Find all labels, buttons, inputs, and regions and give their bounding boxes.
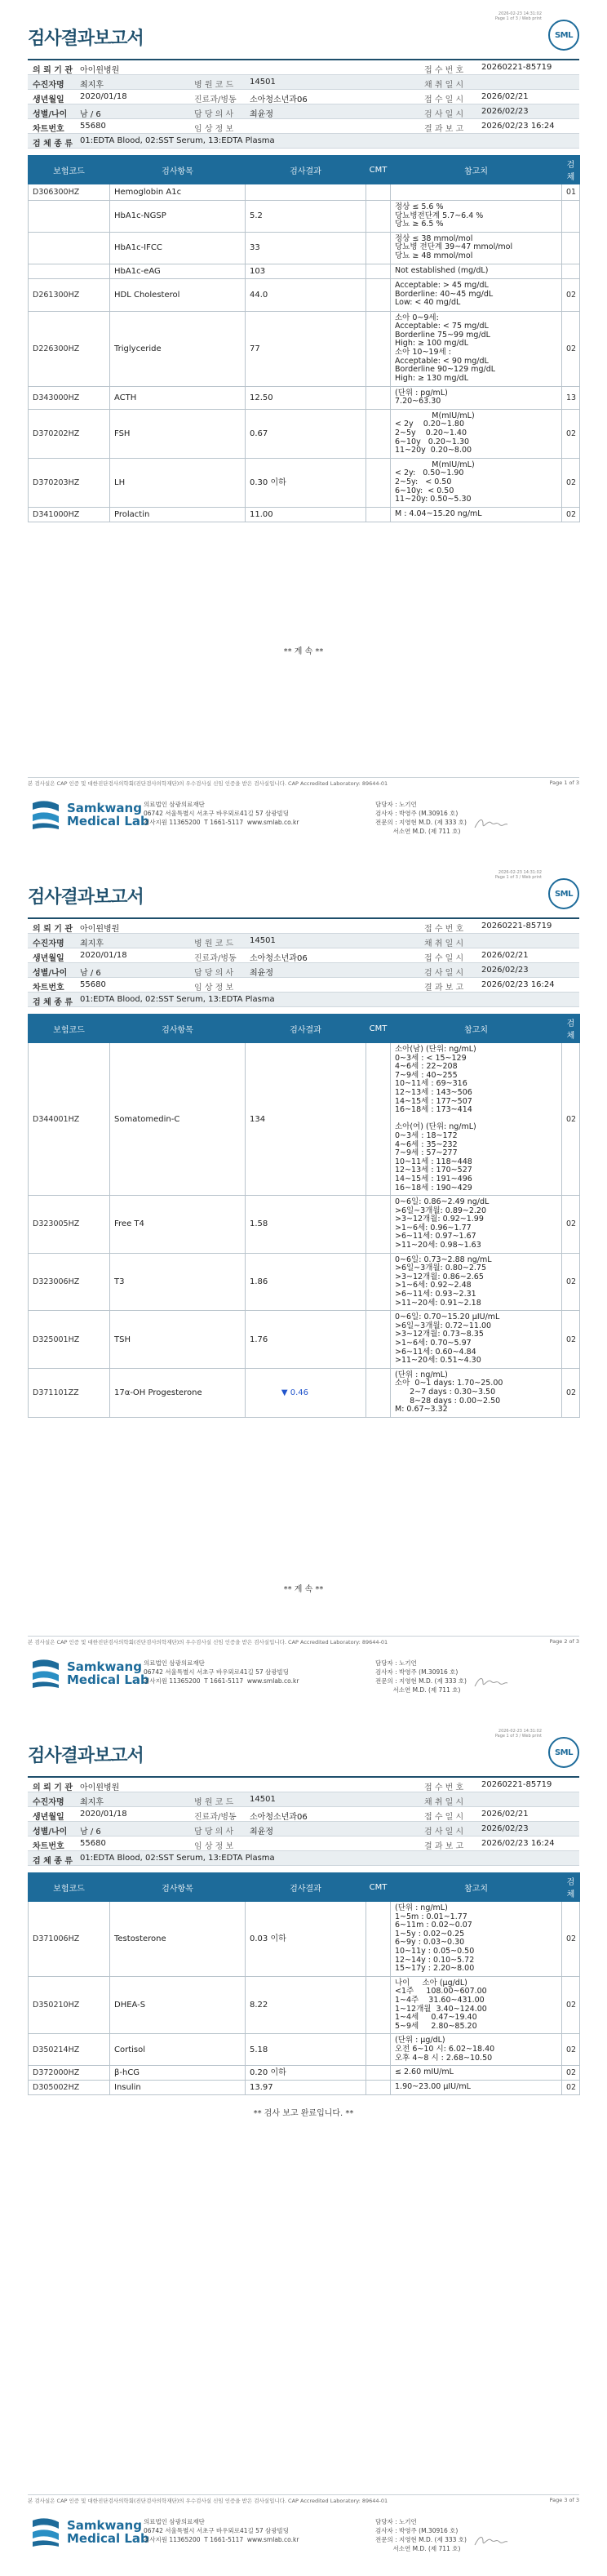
sml-logo-icon: SML [548,1737,579,1768]
report-page-3 [0,1717,607,2576]
results-table-page-1: 보험코드 검사항목 검사결과 CMT 참고치 검체 D306300HZ Hemoglobin A1c 01 HbA1c-NGSP 5.2 정상 ≤ 5.6 % 당뇨병전단계 5.7~6.4 % 당뇨 ≥ 6.5 % HbA1c-IFCC 33 정상 ≤ 38 mmol/mol 당뇨병 전단계 39~47 mmol/mol 당뇨 ≥ 48 mmol/mol HbA1c-eAG 103 Not established (mg/dL) D261300HZ HDL Cholesterol 44.0 Acceptable: > 45 mg/dL Borderline: 40~45 mg/dL Low: < 40 mg/dL 02 D226300HZ Triglyceride 77 소아 0~9세: Acceptable: < 75 mg/dL Borderline 75~99 mg/dL High: ≥ 100 mg/dL 소아 10~19세 : Acceptable: < 90 mg/dL Borderline 90~129 mg/dL High: ≥ 130 mg/dL 02 D343000HZ ACTH 12.50 (단위 : pg/mL) 7.20~63.30 13 D370202HZ FSH 0.67 M(mIU/mL) < 2y 0.20~1.80 2~5y 0.20~1.40 6~10y 0.20~1.30 11~20y 0.20~8.00 02 D370203HZ LH 0.30 이하 M(mIU/mL) < 2y: 0.50~1.90 2~5y: < 0.50 6~10y: < 0.50 11~20y: 0.50~5.30 02 D341000HZ Prolactin 11.00 M : 4.04~15.20 ng/mL 02 [28,155,580,522]
low-flag-icon: ▼ [281,1388,288,1397]
report-title: 검사결과보고서 [28,887,144,908]
results-table-page-2: 보험코드 검사항목 검사결과 CMT 참고치 검체 D344001HZ Somatomedin-C 134 소아(남) (단위: ng/mL) 0~3세 : < 15~129 4~6세 : 22~208 7~9세 : 40~255 10~11세 : 69~316 12~13세 : 143~506 14~15세 : 177~507 16~18세 : 173~414 소아(여) (단위: ng/mL) 0~3세 : 18~172 4~6세 : 35~232 7~9세 : 57~277 10~11세 : 118~448 12~13세 : 170~527 14~15세 : 191~496 16~18세 : 190~429 02 D323005HZ Free T4 1.58 0~6일: 0.86~2.49 ng/dL >6일~3개월: 0.89~2.20 >3~12개월: 0.92~1.99 >1~6세: 0.96~1.77 >6~11세: 0.97~1.67 >11~20세: 0.98~1.63 02 D323006HZ T3 1.86 0~6일: 0.73~2.88 ng/mL >6일~3개월: 0.80~2.75 >3~12개월: 0.86~2.65 >1~6세: 0.92~2.48 >6~11세: 0.93~2.31 >11~20세: 0.91~2.18 02 D325001HZ TSH 1.76 0~6일: 0.70~15.20 µIU/mL >6일~3개월: 0.72~11.00 >3~12개월: 0.73~8.35 >1~6세: 0.70~5.97 >6~11세: 0.60~4.84 >11~20세: 0.51~4.30 02 D371101ZZ 17α-OH Progesterone ▼ 0.46 (단위 : ng/mL) 소아 0~1 days: 1.70~25.00 2~7 days : 0.30~3.50 8~28 days : 0.00~2.50 M: 0.67~3.32 02 [28,1014,580,1418]
signers: 담당자 : 노기언 검사자 : 박영주 (M.30916 호) 전문의 : 지영현 M.D. (제 333 호) 서소연 M.D. (제 711 호) [375,801,467,835]
table-row: HbA1c-IFCC 33 정상 ≤ 38 mmol/mol 당뇨병 전단계 39~47 mmol/mol 당뇨 ≥ 48 mmol/mol [29,232,580,264]
print-stamp: 2026-02-23 14:31:02 Page 1 of 3 / Web print [494,870,542,880]
table-row: D371101ZZ 17α-OH Progesterone ▼ 0.46 (단위 : ng/mL) 소아 0~1 days: 1.70~25.00 2~7 days : 0.30~3.50 8~28 days : 0.00~2.50 M: 0.67~3.32 02 [29,1368,580,1417]
results-table-page-3: 보험코드 검사항목 검사결과 CMT 참고치 검체 D371006HZ Testosterone 0.03 이하 (단위 : ng/mL) 1~5m : 0.01~1.77 6~11m : 0.02~0.07 1~5y : 0.02~0.25 6~9y : 0.03~0.30 10~11y : 0.05~0.50 12~14y : 0.10~5.72 15~17y : 2.20~8.00 02 D350210HZ DHEA-S 8.22 나이 소아 (µg/dL) <1주 108.00~607.00 1~4주 31.60~431.00 1~12개월 3.40~124.00 1~4세 0.47~19.40 5~9세 2.80~85.20 02 D350214HZ Cortisol 5.18 (단위 : µg/dL) 오전 6~10 시: 6.02~18.40 오후 4~8 시 : 2.68~10.50 02 D372000HZ β-hCG 0.20 이하 ≤ 2.60 mIU/mL 02 D305002HZ Insulin 13.97 1.90~23.00 µIU/mL 02 [28,1872,580,2095]
lab-footer: Samkwang Medical Lab 의료법인 삼광의료재단 06742 서울특별시 서초구 바우뫼로41길 57 삼광빌딩 검사지원 11365200 T 1661-5117 www.smlab.co.kr 담당자 : 노기언 검사자 : 박영주 (M.30916 호) 전문의 : 지영현 M.D. (제 333 호) 서소연 M.D. (제 711 호) [28,798,579,837]
continued-note: ** 계 속 ** [283,1585,324,1594]
table-row: D341000HZ Prolactin 11.00 M : 4.04~15.20 ng/mL 02 [29,507,580,522]
table-row: HbA1c-NGSP 5.2 정상 ≤ 5.6 % 당뇨병전단계 5.7~6.4 % 당뇨 ≥ 6.5 % [29,201,580,233]
report-page-2 [0,859,607,1717]
table-row: D325001HZ TSH 1.76 0~6일: 0.70~15.20 µIU/mL >6일~3개월: 0.72~11.00 >3~12개월: 0.73~8.35 >1~6세: 0.70~5.97 >6~11세: 0.60~4.84 >11~20세: 0.51~4.30 02 [29,1311,580,1369]
sml-logo-icon: SML [548,20,579,51]
table-row: D323005HZ Free T4 1.58 0~6일: 0.86~2.49 ng/dL >6일~3개월: 0.89~2.20 >3~12개월: 0.92~1.99 >1~6세: 0.96~1.77 >6~11세: 0.97~1.67 >11~20세: 0.98~1.63 02 [29,1196,580,1254]
footer-note: 본 검사실은 CAP 인증 및 대한진단검사의학회(진단검사의학재단)의 우수검사실 신임 인증을 받은 검사실입니다. CAP Accredited Laboratory: 89644-01 Page 1 of 3 [28,779,579,787]
patient-info-block: 의 뢰 기 관 아이윈병원 접 수 번 호 20260221-85719 수진자명 최지후 병 원 코 드 14501 채 취 일 시 생년월일 2020/01/18 진료과/병동 소아청소년과06 접 수 일 시 2026/02/21 성별/나이 남 / 6 담 당 의 사 최윤정 검 사 일 시 2026/02/23 차트번호 55680 임 상 정 보 결 과 보 고 2026/02/23 16:24 검 체 종 류 01:EDTA Blood, 02:SST Serum, 13:EDTA Plasma [28,59,579,149]
table-row: D370203HZ LH 0.30 이하 M(mIU/mL) < 2y: 0.50~1.90 2~5y: < 0.50 6~10y: < 0.50 11~20y: 0.50~5.30 02 [29,458,580,507]
table-row: D226300HZ Triglyceride 77 소아 0~9세: Acceptable: < 75 mg/dL Borderline 75~99 mg/dL High: ≥ 100 mg/dL 소아 10~19세 : Acceptable: < 90 mg/dL Borderline 90~129 mg/dL High: ≥ 130 mg/dL 02 [29,311,580,386]
table-row: D371006HZ Testosterone 0.03 이하 (단위 : ng/mL) 1~5m : 0.01~1.77 6~11m : 0.02~0.07 1~5y : 0.02~0.25 6~9y : 0.03~0.30 10~11y : 0.05~0.50 12~14y : 0.10~5.72 15~17y : 2.20~8.00 02 [29,1902,580,1977]
table-row: D350210HZ DHEA-S 8.22 나이 소아 (µg/dL) <1주 108.00~607.00 1~4주 31.60~431.00 1~12개월 3.40~124.00 1~4세 0.47~19.40 5~9세 2.80~85.20 02 [29,1976,580,2034]
sml-logo-icon [28,798,64,831]
lab-address: 의료법인 삼광의료재단 06742 서울특별시 서초구 바우뫼로41길 57 삼광빌딩 검사지원 11365200 T 1661-5117 www.smlab.co.kr [144,801,299,826]
table-row: D261300HZ HDL Cholesterol 44.0 Acceptable: > 45 mg/dL Borderline: 40~45 mg/dL Low: < 40 mg/dL 02 [29,278,580,311]
signature-icon [472,1673,509,1691]
patient-info-block: 의 뢰 기 관 아이윈병원 접 수 번 호 20260221-85719 수진자명 최지후 병 원 코 드 14501 채 취 일 시 생년월일 2020/01/18 진료과/병동 소아청소년과06 접 수 일 시 2026/02/21 성별/나이 남 / 6 담 당 의 사 최윤정 검 사 일 시 2026/02/23 차트번호 55680 임 상 정 보 결 과 보 고 2026/02/23 16:24 검 체 종 류 01:EDTA Blood, 02:SST Serum, 13:EDTA Plasma [28,917,579,1007]
signature-icon [472,815,509,833]
report-page-1 [0,0,607,859]
footer-note: 본 검사실은 CAP 인증 및 대한진단검사의학회(진단검사의학재단)의 우수검사실 신임 인증을 받은 검사실입니다. CAP Accredited Laboratory: 89644-01 Page 3 of 3 [28,2497,579,2504]
patient-info-block: 의 뢰 기 관 아이윈병원 접 수 번 호 20260221-85719 수진자명 최지후 병 원 코 드 14501 채 취 일 시 생년월일 2020/01/18 진료과/병동 소아청소년과06 접 수 일 시 2026/02/21 성별/나이 남 / 6 담 당 의 사 최윤정 검 사 일 시 2026/02/23 차트번호 55680 임 상 정 보 결 과 보 고 2026/02/23 16:24 검 체 종 류 01:EDTA Blood, 02:SST Serum, 13:EDTA Plasma [28,1776,579,1866]
sml-logo-icon [28,1657,64,1690]
patient-name: 최지후 [80,81,104,89]
table-row: D344001HZ Somatomedin-C 134 소아(남) (단위: ng/mL) 0~3세 : < 15~129 4~6세 : 22~208 7~9세 : 40~255 10~11세 : 69~316 12~13세 : 143~506 14~15세 : 177~507 16~18세 : 173~414 소아(여) (단위: ng/mL) 0~3세 : 18~172 4~6세 : 35~232 7~9세 : 57~277 10~11세 : 118~448 12~13세 : 170~527 14~15세 : 191~496 16~18세 : 190~429 02 [29,1043,580,1196]
table-row: D350214HZ Cortisol 5.18 (단위 : µg/dL) 오전 6~10 시: 6.02~18.40 오후 4~8 시 : 2.68~10.50 02 [29,2034,580,2066]
sml-logo-icon: SML [548,878,579,909]
report-title: 검사결과보고서 [28,1746,144,1766]
report-complete-note: ** 검사 보고 완료입니다. ** [253,2109,354,2118]
table-row: D323006HZ T3 1.86 0~6일: 0.73~2.88 ng/mL >6일~3개월: 0.80~2.75 >3~12개월: 0.86~2.65 >1~6세: 0.92~2.48 >6~11세: 0.93~2.31 >11~20세: 0.91~2.18 02 [29,1253,580,1311]
table-row: D306300HZ Hemoglobin A1c 01 [29,184,580,201]
print-stamp: 2026-02-23 14:31:02 Page 1 of 3 / Web print [494,11,542,21]
footer-note: 본 검사실은 CAP 인증 및 대한진단검사의학회(진단검사의학재단)의 우수검사실 신임 인증을 받은 검사실입니다. CAP Accredited Laboratory: 89644-01 Page 2 of 3 [28,1638,579,1646]
receipt-no-value: 20260221-85719 [481,63,552,72]
report-title: 검사결과보고서 [28,29,144,49]
table-row: D305002HZ Insulin 13.97 1.90~23.00 µIU/mL 02 [29,2081,580,2095]
signature-icon [472,2532,509,2550]
table-row: HbA1c-eAG 103 Not established (mg/dL) [29,264,580,278]
table-row: D372000HZ β-hCG 0.20 이하 ≤ 2.60 mIU/mL 02 [29,2066,580,2081]
continued-note: ** 계 속 ** [283,647,324,656]
lab-footer: Samkwang Medical Lab 의료법인 삼광의료재단 06742 서울특별시 서초구 바우뫼로41길 57 삼광빌딩 검사지원 11365200 T 1661-5117 www.smlab.co.kr 담당자 : 노기언 검사자 : 박영주 (M.30916 호) 전문의 : 지영현 M.D. (제 333 호) 서소연 M.D. (제 711 호) [28,2516,579,2555]
institution-value: 아이윈병원 [80,66,120,74]
lab-footer: Samkwang Medical Lab 의료법인 삼광의료재단 06742 서울특별시 서초구 바우뫼로41길 57 삼광빌딩 검사지원 11365200 T 1661-5117 www.smlab.co.kr 담당자 : 노기언 검사자 : 박영주 (M.30916 호) 전문의 : 지영현 M.D. (제 333 호) 서소연 M.D. (제 711 호) [28,1657,579,1696]
sml-logo-icon [28,2516,64,2548]
print-stamp: 2026-02-23 14:31:02 Page 1 of 3 / Web print [494,1729,542,1739]
table-row: D370202HZ FSH 0.67 M(mIU/mL) < 2y 0.20~1.80 2~5y 0.20~1.40 6~10y 0.20~1.30 11~20y 0.20~8.00 02 [29,409,580,458]
table-row: D343000HZ ACTH 12.50 (단위 : pg/mL) 7.20~63.30 13 [29,386,580,409]
